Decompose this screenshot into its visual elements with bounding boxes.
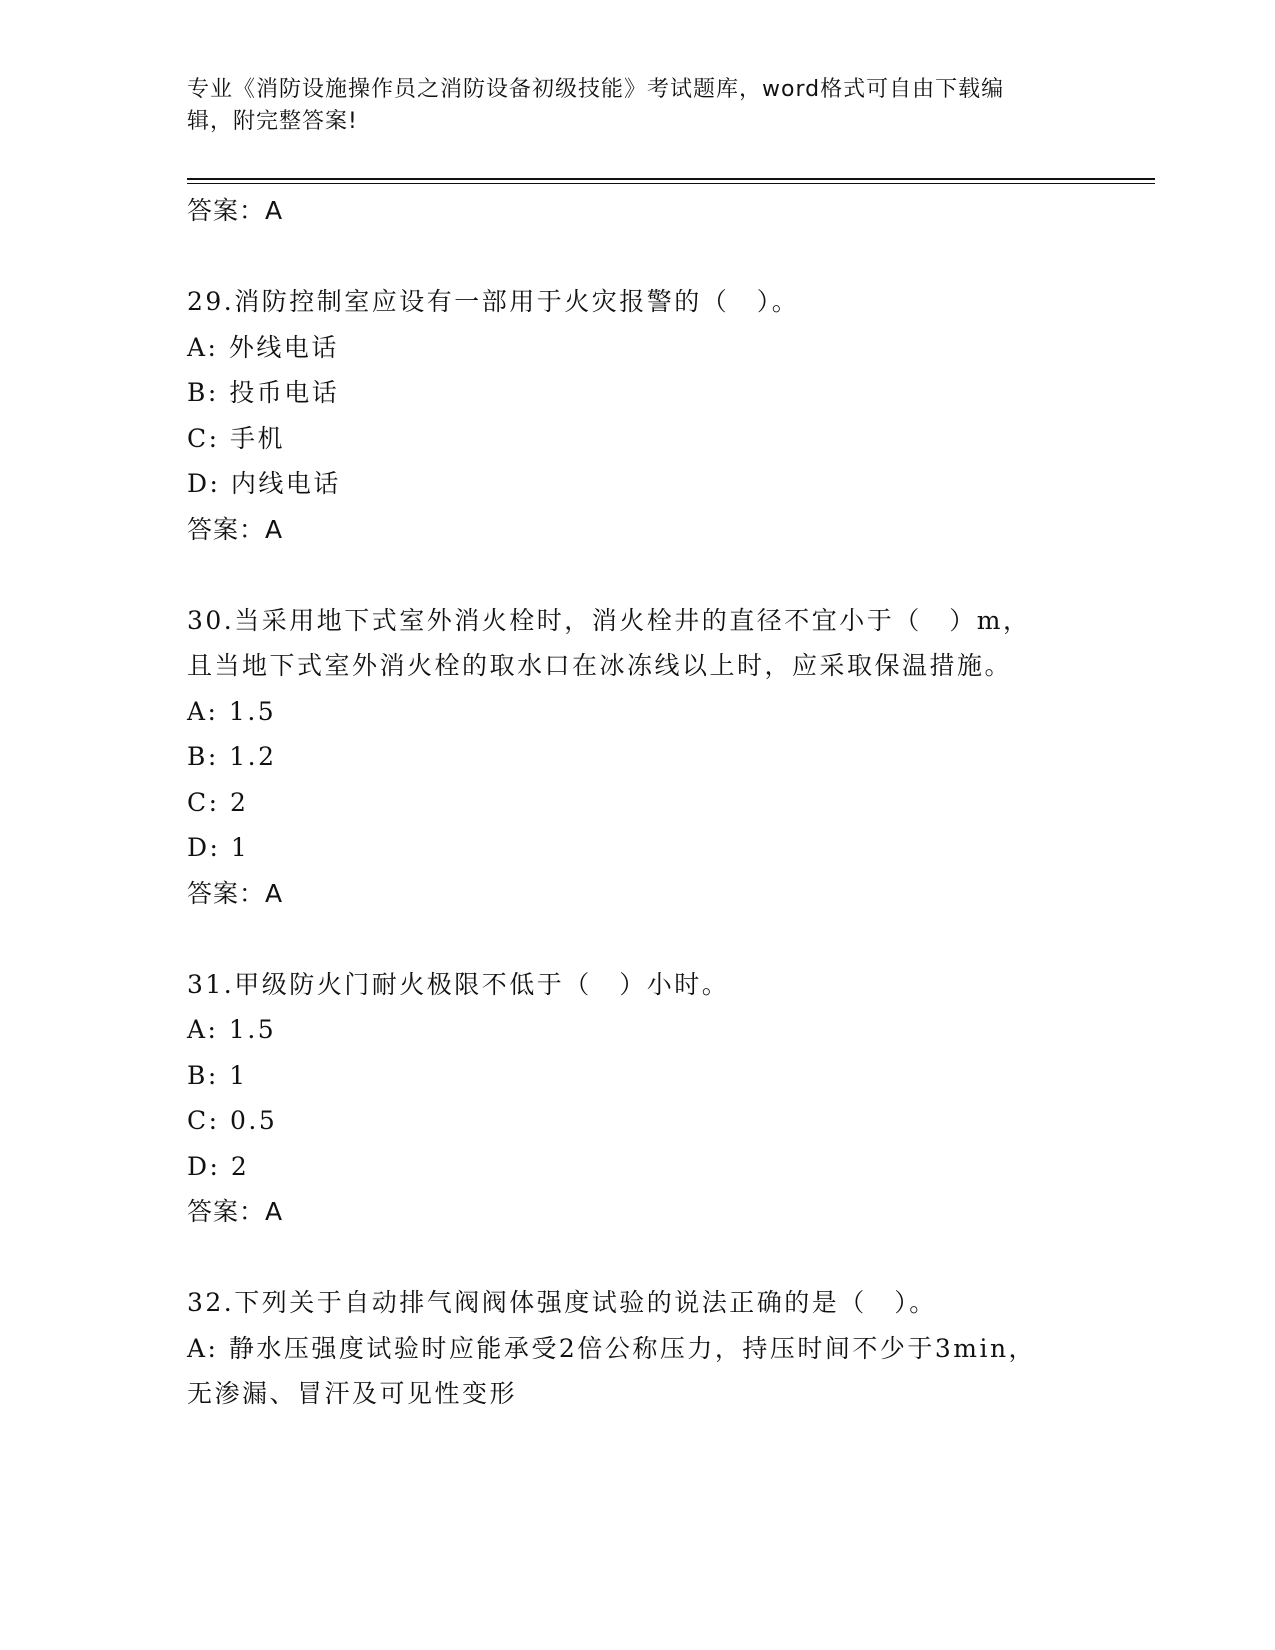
option-c: C: 0.5 bbox=[187, 1106, 278, 1135]
option-c: C: 2 bbox=[187, 787, 249, 817]
header-divider-thin bbox=[187, 183, 1155, 184]
question-stem: 29.消防控制室应设有一部用于火灾报警的（ ）。 bbox=[187, 287, 800, 316]
question-stem: 32.下列关于自动排气阀阀体强度试验的说法正确的是（ ）。 bbox=[187, 1288, 937, 1317]
option-a: A: 1.5 bbox=[187, 696, 277, 726]
option-a-continued: 无渗漏、冒汗及可见性变形 bbox=[187, 1379, 518, 1408]
spacer bbox=[187, 1235, 1067, 1281]
question-list bbox=[187, 188, 1067, 1417]
option-c: C: 手机 bbox=[187, 423, 285, 453]
question-stem-continued: 且当地下式室外消火栓的取水口在冰冻线以上时，应采取保温措施。 bbox=[187, 651, 1013, 680]
option-d: D: 内线电话 bbox=[187, 469, 341, 498]
spacer bbox=[187, 234, 1067, 280]
answer-line: 答案：A bbox=[187, 514, 284, 544]
option-a: A: 外线电话 bbox=[187, 332, 339, 362]
answer-line: 答案：A bbox=[187, 196, 284, 225]
question-31 bbox=[187, 962, 1067, 1235]
question-30 bbox=[187, 598, 1067, 917]
question-stem: 30.当采用地下式室外消火栓时，消火栓井的直径不宜小于（ ）m， bbox=[187, 605, 1031, 635]
spacer bbox=[187, 552, 1067, 598]
page-header bbox=[187, 74, 1067, 138]
spacer bbox=[187, 916, 1067, 962]
option-b: B: 1 bbox=[187, 1060, 248, 1090]
header-divider-thick bbox=[187, 178, 1155, 180]
option-d: D: 2 bbox=[187, 1151, 250, 1181]
option-a: A: 1.5 bbox=[187, 1015, 277, 1044]
question-32 bbox=[187, 1280, 1067, 1417]
question-stem: 31.甲级防火门耐火极限不低于（ ）小时。 bbox=[187, 969, 730, 999]
header-line-1: 专业《消防设施操作员之消防设备初级技能》考试题库，word格式可自由下载编 bbox=[187, 77, 1005, 102]
answer-line: 答案：A bbox=[187, 1197, 284, 1226]
answer-line: 答案：A bbox=[187, 878, 284, 908]
option-b: B: 投币电话 bbox=[187, 378, 340, 407]
header-line-2: 辑，附完整答案! bbox=[187, 109, 358, 134]
option-b: B: 1.2 bbox=[187, 742, 277, 771]
option-a: A: 静水压强度试验时应能承受2倍公称压力，持压时间不少于3min， bbox=[187, 1333, 1037, 1363]
question-29 bbox=[187, 279, 1067, 552]
option-d: D: 1 bbox=[187, 833, 250, 862]
